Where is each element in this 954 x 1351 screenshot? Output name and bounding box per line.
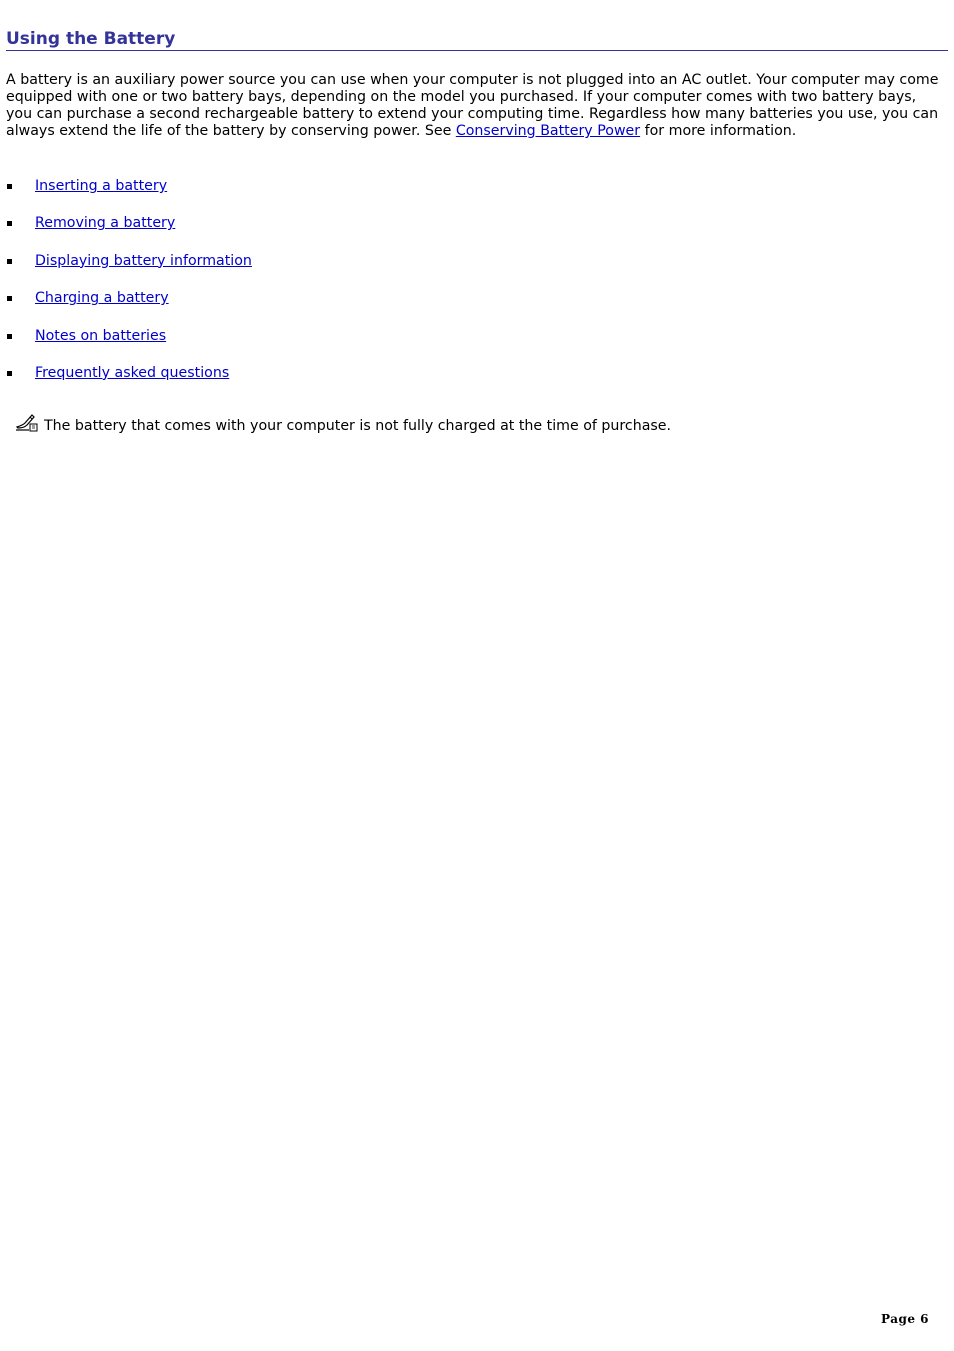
removing-battery-link[interactable]: Removing a battery bbox=[35, 215, 176, 232]
square-bullet-icon bbox=[7, 371, 12, 376]
page-number: Page 6 bbox=[881, 1312, 930, 1326]
displaying-battery-information-link[interactable]: Displaying battery information bbox=[35, 252, 252, 269]
charging-battery-link[interactable]: Charging a battery bbox=[35, 290, 169, 307]
frequently-asked-questions-link[interactable]: Frequently asked questions bbox=[35, 364, 230, 381]
inserting-battery-link[interactable]: Inserting a battery bbox=[35, 178, 168, 194]
intro-text-start: A battery is an auxiliary power source you can use when your computer is not plugged into an AC outlet. Your computer may come equipped with one or two battery bays, depending on the model you purchased. If your computer comes with two battery bays, you can purchase a second rechargeable battery to extend your computing time. Regardless how many batteries you use, you can always extend the life of the battery by conserving power. See bbox=[6, 72, 939, 139]
square-bullet-icon bbox=[7, 184, 12, 189]
intro-text-end: for more information. bbox=[640, 123, 797, 139]
note-text: The battery that comes with your computer is not fully charged at the time of purchase. bbox=[44, 418, 672, 434]
notes-on-batteries-link[interactable]: Notes on batteries bbox=[35, 327, 167, 344]
note-block bbox=[15, 412, 671, 436]
intro-paragraph bbox=[6, 72, 944, 140]
pencil-note-icon bbox=[15, 412, 39, 432]
square-bullet-icon bbox=[7, 221, 12, 226]
square-bullet-icon bbox=[7, 259, 12, 264]
page-title: Using the Battery bbox=[6, 29, 948, 51]
square-bullet-icon bbox=[7, 334, 12, 339]
square-bullet-icon bbox=[7, 296, 12, 301]
conserving-battery-power-link[interactable]: Conserving Battery Power bbox=[455, 123, 641, 139]
